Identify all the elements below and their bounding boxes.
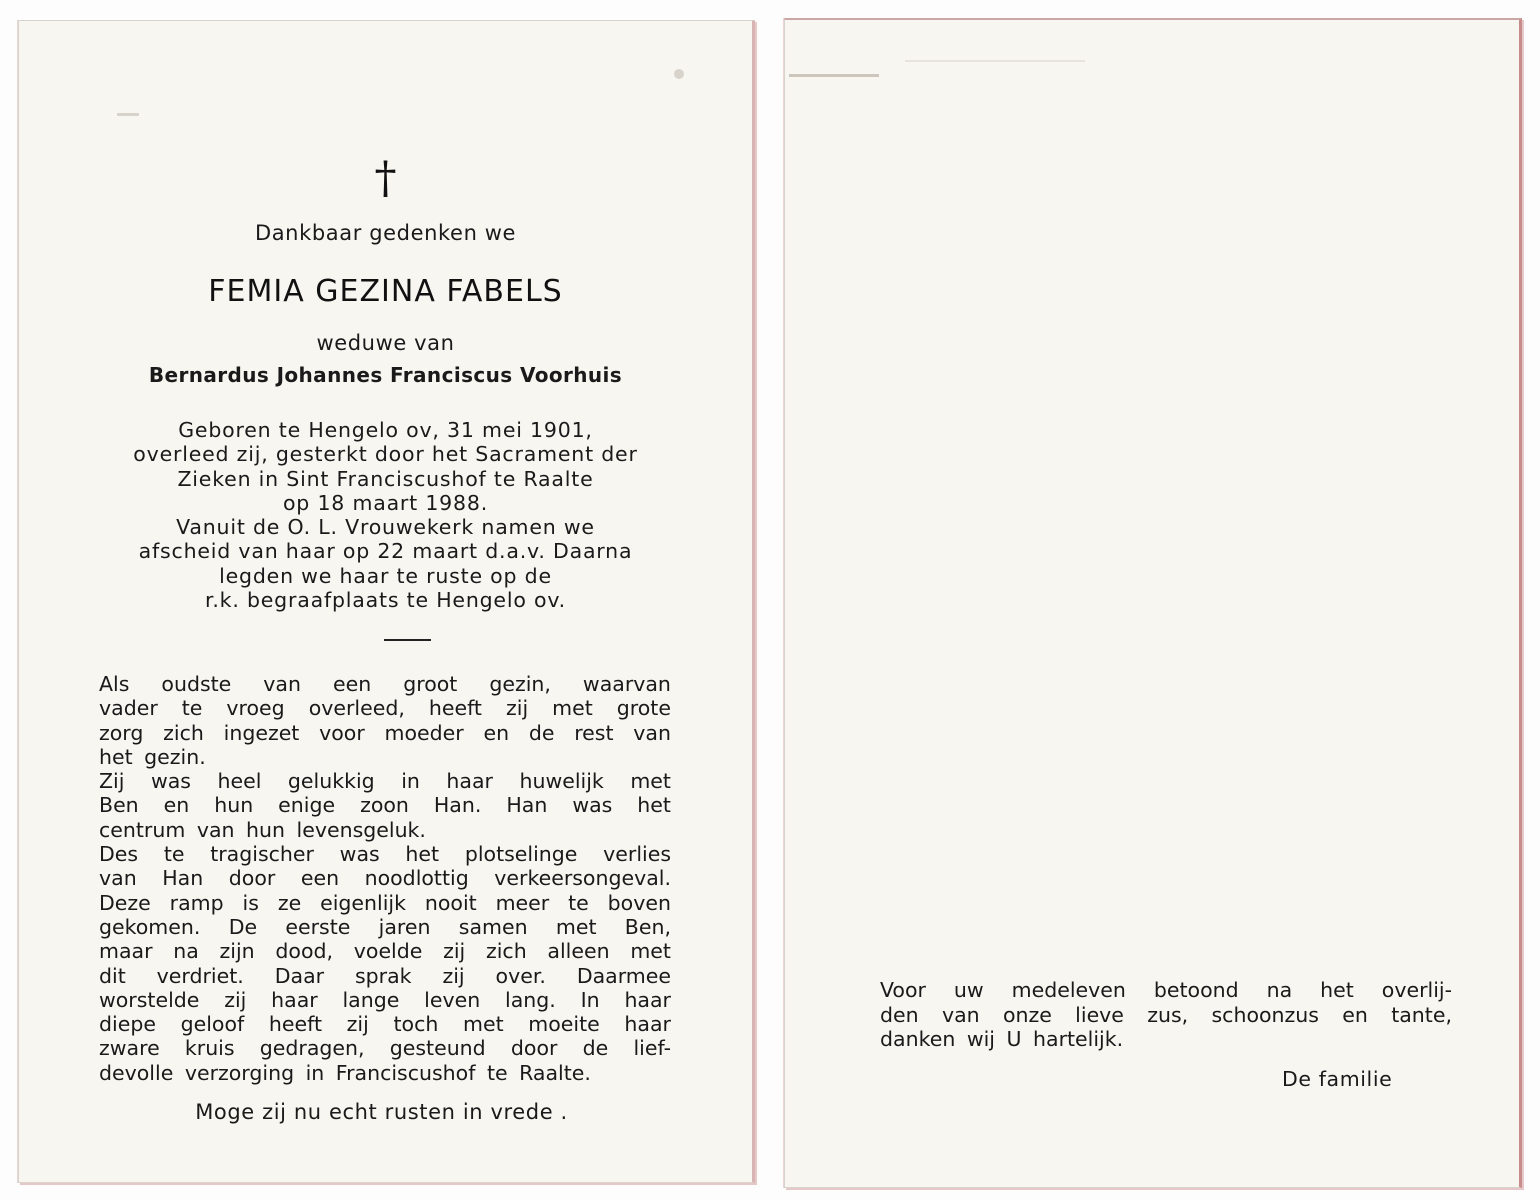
word: rest xyxy=(574,720,614,745)
word: voelde xyxy=(353,939,423,964)
word: Han xyxy=(506,793,548,818)
word: kruis xyxy=(184,1036,235,1061)
story-line xyxy=(99,721,671,745)
story-line xyxy=(99,1012,671,1036)
word: hun xyxy=(214,793,254,818)
word: de xyxy=(528,720,555,745)
word: enige xyxy=(278,793,336,818)
word: betoond xyxy=(1153,978,1239,1002)
word: danken wij U hartelijk. xyxy=(880,1027,1124,1052)
word: De xyxy=(228,914,258,939)
word: na xyxy=(1266,978,1293,1002)
word: gekomen. xyxy=(99,914,201,939)
word: schoonzus xyxy=(1211,1002,1319,1027)
word: zijn xyxy=(219,939,255,964)
word: uw xyxy=(953,978,984,1002)
word: en xyxy=(163,793,190,818)
word: overlij- xyxy=(1381,978,1452,1002)
word: ingezet xyxy=(223,720,300,745)
word: zus, xyxy=(1147,1002,1189,1027)
word: vader xyxy=(99,696,158,721)
word: moeder xyxy=(384,720,464,745)
word: zij xyxy=(346,1012,369,1037)
paper-smudge xyxy=(905,60,1085,62)
word: jaren xyxy=(378,914,431,939)
word: met xyxy=(630,769,671,794)
story-line xyxy=(99,964,671,988)
word: boven xyxy=(607,890,671,915)
word: vroeg xyxy=(226,696,285,721)
word: zij xyxy=(443,939,466,964)
word: lief- xyxy=(633,1036,671,1061)
word: met xyxy=(630,939,671,964)
word: een xyxy=(332,672,372,696)
word: van xyxy=(99,866,137,891)
memorial-card-back xyxy=(784,18,1522,1188)
word: voor xyxy=(319,720,365,745)
word: te xyxy=(568,890,589,915)
word: eigenlijk xyxy=(320,890,406,915)
word: was xyxy=(339,842,380,867)
story-line xyxy=(99,745,671,769)
story-line xyxy=(99,842,671,866)
word: haar xyxy=(271,987,318,1012)
word: zorg xyxy=(99,720,144,745)
word: het gezin. xyxy=(99,744,206,769)
word: grote xyxy=(616,696,671,721)
word: Han xyxy=(162,866,204,891)
thanks-message xyxy=(880,978,1452,1052)
word: van xyxy=(941,1002,980,1027)
word: ramp xyxy=(169,890,224,915)
cross-icon: † xyxy=(374,153,397,204)
story-line xyxy=(99,891,671,915)
word: Zij xyxy=(99,769,125,794)
word: huwelijk xyxy=(519,769,604,794)
word: heel xyxy=(217,769,262,794)
word: devolle verzorging in Franciscushof te Raalte. xyxy=(99,1060,591,1085)
word: zoon xyxy=(360,793,409,818)
paper-speck xyxy=(674,69,684,79)
word: diepe xyxy=(99,1012,156,1037)
word: zij xyxy=(224,987,247,1012)
story-line xyxy=(99,1036,671,1060)
word: Ben xyxy=(99,793,139,818)
word: Daar xyxy=(274,963,325,988)
thanks-line xyxy=(880,1027,1452,1052)
story-line xyxy=(99,1061,671,1085)
word: door xyxy=(510,1036,558,1061)
life-line: Zieken in Sint Franciscushof te Raalte xyxy=(177,466,594,491)
word: door xyxy=(228,866,276,891)
word: zij xyxy=(505,696,529,721)
word: lange xyxy=(342,987,400,1012)
life-line: afscheid van haar op 22 maart d.a.v. Daarna xyxy=(138,539,633,564)
intro-text: Dankbaar gedenken we xyxy=(254,221,517,245)
spouse-name: Bernardus Johannes Franciscus Voorhuis xyxy=(148,363,623,387)
memorial-card-front xyxy=(18,20,755,1183)
word: is xyxy=(242,890,259,915)
word: haar xyxy=(624,987,671,1012)
life-line: overleed zij, gesterkt door het Sacrament der xyxy=(133,442,638,467)
word: haar xyxy=(624,1012,671,1037)
word: overleed, xyxy=(308,696,405,721)
word: in xyxy=(401,769,420,794)
word: In xyxy=(580,987,600,1012)
life-line: Geboren te Hengelo ov, 31 mei 1901, xyxy=(178,418,593,442)
story-line xyxy=(99,988,671,1012)
word: centrum van hun levensgeluk. xyxy=(99,817,426,842)
word: onze xyxy=(1002,1002,1052,1027)
word: zij xyxy=(442,963,465,988)
word: verlies xyxy=(603,842,671,867)
word: zware xyxy=(99,1036,160,1061)
word: Voor xyxy=(880,978,926,1002)
word: Als xyxy=(99,672,130,696)
thanks-line xyxy=(880,1003,1452,1028)
life-line: op 18 maart 1988. xyxy=(282,490,489,515)
story-line xyxy=(99,793,671,817)
word: meer xyxy=(495,890,550,915)
word: was xyxy=(572,793,613,818)
word: gelukkig xyxy=(287,769,375,794)
word: zich xyxy=(485,939,527,964)
word: tante, xyxy=(1391,1002,1452,1027)
word: Han. xyxy=(433,793,482,818)
word: Deze xyxy=(99,890,151,915)
word: moeite xyxy=(528,1012,600,1037)
word: oudste xyxy=(161,672,232,696)
word: gedragen, xyxy=(259,1036,365,1061)
deceased-name: FEMIA GEZINA FABELS xyxy=(208,274,563,309)
word: verkeersongeval. xyxy=(494,866,671,891)
story-line xyxy=(99,915,671,939)
word: met xyxy=(462,1012,504,1037)
word: ze xyxy=(277,890,302,915)
life-line: r.k. begraafplaats te Hengelo ov. xyxy=(204,588,566,613)
life-line: Vanuit de O. L. Vrouwekerk namen we xyxy=(176,515,595,540)
word: maar xyxy=(99,939,153,964)
story-line xyxy=(99,696,671,720)
word: samen xyxy=(458,914,528,939)
word: het xyxy=(637,793,671,818)
word: de xyxy=(582,1036,609,1061)
word: sprak xyxy=(354,963,412,988)
word: en xyxy=(1342,1002,1368,1027)
word: heeft xyxy=(268,1012,323,1037)
word: over. xyxy=(495,963,546,988)
word: plotselinge xyxy=(464,842,578,867)
word: van xyxy=(263,672,301,696)
word: toch xyxy=(393,1012,439,1037)
word: lang. xyxy=(505,987,556,1012)
word: na xyxy=(173,939,199,964)
word: worstelde xyxy=(99,987,200,1012)
word: nooit xyxy=(424,890,477,915)
story-line xyxy=(99,939,671,963)
word: eerste xyxy=(285,914,351,939)
word: een xyxy=(300,866,340,891)
story-line xyxy=(99,769,671,793)
word: met xyxy=(552,696,593,721)
word: heeft xyxy=(428,696,482,721)
word: te xyxy=(181,696,203,721)
word: den xyxy=(880,1002,919,1027)
word: alleen xyxy=(547,939,610,964)
word: geloof xyxy=(180,1012,245,1037)
word: met xyxy=(555,914,597,939)
word: haar xyxy=(446,769,493,794)
story-line xyxy=(99,818,671,842)
word: medeleven xyxy=(1011,978,1126,1002)
closing-blessing: Moge zij nu echt rusten in vrede . xyxy=(195,1100,568,1124)
word: dit xyxy=(99,963,126,988)
word: was xyxy=(150,769,191,794)
word: Des xyxy=(99,842,139,867)
word: van xyxy=(633,720,671,745)
word: zich xyxy=(163,720,204,745)
life-details xyxy=(19,418,752,612)
life-line: legden we haar te ruste op de xyxy=(219,563,552,588)
word: het xyxy=(405,842,440,867)
word: dood, xyxy=(275,939,334,964)
word: te xyxy=(163,842,185,867)
word: Ben, xyxy=(624,914,671,939)
story-line xyxy=(99,672,671,696)
word: lieve xyxy=(1075,1002,1124,1027)
word: groot xyxy=(403,672,458,696)
word: en xyxy=(483,720,510,745)
word: verdriet. xyxy=(156,963,244,988)
thanks-line xyxy=(880,978,1452,1003)
life-story xyxy=(99,672,671,1085)
word: gesteund xyxy=(389,1036,486,1061)
word: waarvan xyxy=(582,672,671,696)
signature: De familie xyxy=(1282,1067,1393,1091)
story-line xyxy=(99,866,671,890)
paper-smudge xyxy=(789,74,879,77)
widow-label: weduwe van xyxy=(316,331,455,355)
word: noodlottig xyxy=(364,866,469,891)
word: tragischer xyxy=(210,842,314,867)
word: het xyxy=(1320,978,1354,1002)
divider-line xyxy=(384,639,431,641)
word: gezin, xyxy=(489,672,551,696)
word: Daarmee xyxy=(576,963,671,988)
paper-smudge xyxy=(117,113,139,116)
word: leven xyxy=(424,987,481,1012)
